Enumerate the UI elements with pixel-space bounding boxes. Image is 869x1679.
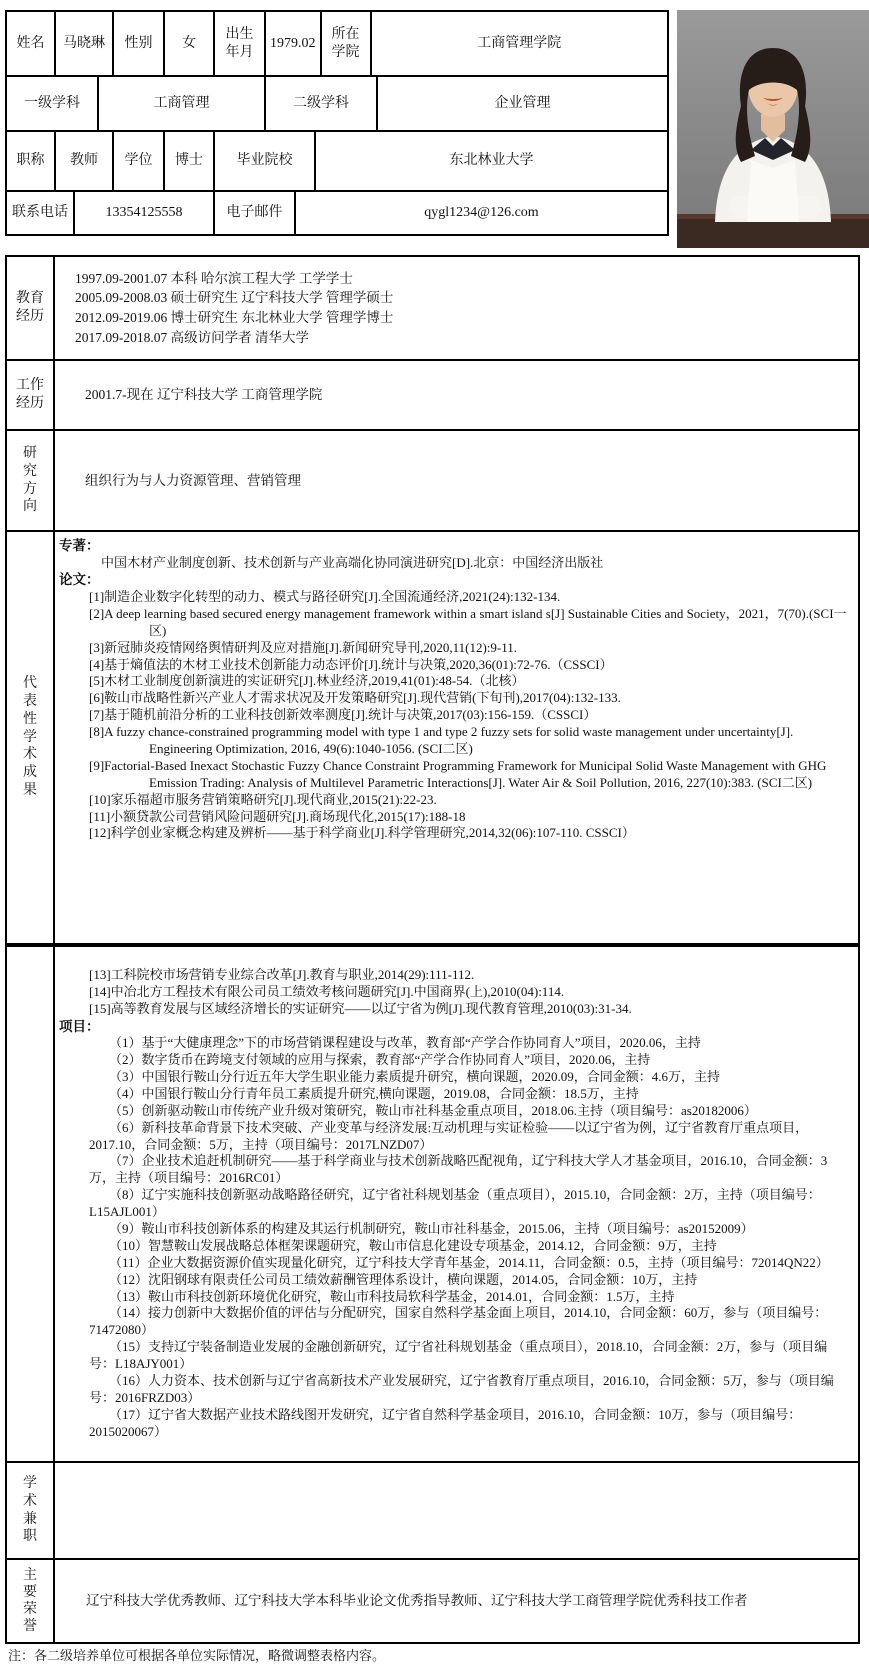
projects-list	[59, 1035, 852, 1440]
education-line: 1997.09-2001.07 本科 哈尔滨工程大学 工学学士	[75, 270, 353, 286]
discipline1-value: 工商管理	[97, 77, 264, 130]
honors-section	[7, 1558, 858, 1642]
achievements-continued-label-cell	[7, 947, 55, 1461]
paper-entry: [8]A fuzzy chance-constrained programming model with type 1 and type 2 fuzzy sets for solid waste management under uncertainty[J]. Engineering Optimization, 2016, 49(6):1040-1056. (SCI二区)	[89, 724, 794, 756]
project-entry: （8）辽宁实施科技创新驱动战略路径研究，辽宁省社科规划基金（重点项目），2015.10，合同金额：2万，主持（项目编号：L15AJL001）	[89, 1187, 821, 1220]
research-content	[55, 431, 858, 530]
school-value: 东北林业大学	[314, 132, 667, 190]
education-line: 2005.09-2008.03 硕士研究生 辽宁科技大学 管理学硕士	[75, 290, 394, 306]
info-row-1	[7, 12, 667, 75]
project-entry: （7）企业技术追赶机制研究——基于科学商业与技术创新战略匹配视角，辽宁科技大学人才基金项目，2016.10，合同金额：3万，主持（项目编号：2016RC01）	[89, 1153, 828, 1186]
projects-heading: 项目：	[59, 1018, 100, 1034]
birth-label: 出生年月	[213, 12, 264, 75]
work-line: 2001.7-现在 辽宁科技大学 工商管理学院	[85, 387, 323, 403]
paper-entry: [10]家乐福超市服务营销策略研究[J].现代商业,2015(21):22-23.	[89, 791, 437, 807]
info-row-4	[7, 190, 667, 234]
discipline2-label: 二级学科	[264, 77, 376, 130]
paper-entry: [11]小额贷款公司营销风险问题研究[J].商场现代化,2015(17):188-18	[89, 808, 466, 824]
paper-entry: [2]A deep learning based secured energy management framework within a smart island s[J] Sustainable Cities and Society，2021，7(70).(SCI一区)	[89, 605, 847, 638]
paper-entry: [13]工科院校市场营销专业综合改革[J].教育与职业,2014(29):111-112.	[89, 967, 475, 982]
paper-entry: [14]中冶北方工程技术有限公司员工绩效考核问题研究[J].中国商界(上),2010(04):114.	[89, 983, 565, 999]
paper-entry: [5]木材工业制度创新演进的实证研究[J].林业经济,2019,41(01):48-54.（北核）	[89, 673, 525, 689]
degree-value: 博士	[163, 132, 213, 190]
phone-label: 联系电话	[12, 205, 68, 221]
paper-entry: [1]制造企业数字化转型的动力、模式与路径研究[J].全国流通经济,2021(24):132-134.	[89, 588, 561, 604]
paper-entry: [12]科学创业家概念构建及辨析——基于科学商业[J].科学管理研究,2014,32(06):107-110. CSSCI）	[89, 825, 635, 841]
achievements-label-cell	[7, 532, 55, 943]
info-row-3	[7, 130, 667, 190]
research-line: 组织行为与人力资源管理、营销管理	[85, 472, 301, 488]
honors-label-cell	[7, 1560, 55, 1642]
title-value: 教师	[54, 132, 112, 190]
honors-label: 主要荣誉	[23, 1567, 37, 1635]
project-entry: （17）辽宁省大数据产业技术路线图开发研究，辽宁省自然科学基金项目，2016.10，合同金额：10万，参与（项目编号：2015020067）	[89, 1406, 802, 1439]
paper-entry: [4]基于熵值法的木材工业技术创新能力动态评价[J].统计与决策,2020,36(01):72-76.（CSSCI）	[89, 656, 613, 672]
project-entry: （4）中国银行鞍山分行青年员工素质提升研究,横向课题，2019.08，合同金额：18.5万，主持	[109, 1085, 639, 1101]
project-entry: （3）中国银行鞍山分行近五年大学生职业能力素质提升研究，横向课题，2020.09，合同金额：4.6万，主持	[109, 1069, 721, 1084]
work-content	[55, 361, 858, 429]
school-label: 毕业院校	[213, 132, 314, 190]
birth-value: 1979.02	[264, 12, 320, 75]
education-label-cell	[7, 257, 55, 359]
achievements-continued-section	[7, 943, 858, 1461]
project-entry: （1）基于“大健康理念”下的市场营销课程建设与改革，教育部“产学合作协同育人”项目，2020.06，主持	[109, 1035, 701, 1051]
papers-list-continued	[59, 967, 852, 1018]
project-entry: （9）鞍山市科技创新体系的构建及其运行机制研究，鞍山市社科基金，2015.06，主持（项目编号：as20152009）	[109, 1221, 754, 1237]
project-entry: （5）创新驱动鞍山市传统产业升级对策研究，鞍山市社科基金重点项目，2018.06.主持（项目编号：as20182006）	[109, 1102, 757, 1118]
phone-value: 13354125558	[73, 192, 213, 234]
paper-entry: [9]Factorial-Based Inexact Stochastic Fuzzy Chance Constraint Programming Framework for Municipal Solid Waste Management with GHG Emission Trading: Analysis of Multilevel Parametric Interactions[J]. Water Air & Soil Pollution, 2016, 227(10):383. (SCI二区)	[89, 757, 827, 790]
work-label: 工作经历	[16, 378, 44, 411]
paper-entry: [3]新冠肺炎疫情网络舆情研判及应对措施[J].新闻研究导刊,2020,11(12):9-11.	[89, 639, 518, 655]
monograph-entry: 中国木材产业制度创新、技术创新与产业高端化协同演进研究[D].北京：中国经济出版社	[101, 554, 604, 570]
paper-entry: [6]鞍山市战略性新兴产业人才需求状况及开发策略研究[J].现代营销(下旬刊),2017(04):132-133.	[89, 690, 621, 706]
papers-list	[59, 589, 852, 842]
project-entry: （15）支持辽宁装备制造业发展的金融创新研究，辽宁省社科规划基金（重点项目），2018.10，合同金额：2万，参与（项目编号：L18AJY001）	[89, 1339, 828, 1372]
education-line: 2012.09-2019.06 博士研究生 东北林业大学 管理学博士	[75, 310, 394, 325]
project-entry: （14）接力创新中大数据价值的评估与分配研究，国家自然科学基金面上项目，2014.10，合同金额：60万，参与（项目编号：71472080）	[89, 1305, 828, 1338]
degree-label: 学位	[112, 132, 163, 190]
project-entry: （11）企业大数据资源价值实现量化研究，辽宁科技大学青年基金，2014.11，合同金额：0.5，主持（项目编号：72014QN22）	[109, 1254, 829, 1270]
education-section	[7, 257, 858, 359]
gender-value: 女	[163, 12, 213, 75]
name-label: 姓名	[16, 35, 45, 51]
honors-content	[55, 1560, 858, 1642]
title-label: 职称	[16, 153, 45, 169]
monograph-heading: 专著：	[59, 538, 100, 553]
parttime-label-cell	[7, 1463, 55, 1558]
profile-photo	[677, 10, 869, 248]
gender-label: 性别	[112, 12, 163, 75]
research-label-cell	[7, 431, 55, 530]
achievements-continued-content	[55, 947, 858, 1461]
achievements-section	[7, 530, 858, 943]
name-value: 马晓琳	[54, 12, 112, 75]
research-section	[7, 429, 858, 530]
discipline1-label: 一级学科	[24, 95, 80, 111]
achievements-content	[55, 532, 858, 943]
achievements-label: 代表性学术成果	[23, 675, 37, 799]
email-label: 电子邮件	[213, 192, 294, 234]
paper-entry: [15]高等教育发展与区域经济增长的实证研究——以辽宁省为例[J].现代教育管理,2010(03):31-34.	[89, 1000, 632, 1016]
footer-note: 注：各二级培养单位可根据各单位实际情况，略微调整表格内容。	[8, 1648, 386, 1663]
work-label-cell	[7, 361, 55, 429]
project-entry: （12）沈阳钢球有限责任公司员工绩效薪酬管理体系设计，横向课题，2014.05，合同金额：10万，主持	[109, 1271, 698, 1287]
parttime-content	[55, 1463, 858, 1558]
paper-entry: [7]基于随机前沿分析的工业科技创新效率测度[J].统计与决策,2017(03):156-159.（CSSCI）	[89, 707, 597, 723]
project-entry: （10）智慧鞍山发展战略总体框架课题研究，鞍山市信息化建设专项基金，2014.12，合同金额：9万，主持	[109, 1237, 717, 1253]
education-line: 2017.09-2018.07 高级访问学者 清华大学	[75, 329, 309, 345]
project-entry: （6）新科技革命背景下技术突破、产业变革与经济发展:互动机理与实证检验——以辽宁省为例，辽宁省教育厅重点项目，2017.10，合同金额：5万，主持（项目编号：2017LNZD07）	[89, 1119, 809, 1152]
personal-info-table	[5, 10, 669, 236]
education-label: 教育经历	[16, 291, 44, 324]
research-label: 研究方向	[23, 445, 37, 515]
college-value: 工商管理学院	[370, 12, 668, 75]
honors-text: 辽宁科技大学优秀教师、辽宁科技大学本科毕业论文优秀指导教师、辽宁科技大学工商管理学院优秀科技工作者	[86, 1593, 748, 1609]
papers-heading: 论文：	[59, 572, 100, 588]
work-section	[7, 359, 858, 429]
discipline2-value: 企业管理	[376, 77, 667, 130]
parttime-section	[7, 1461, 858, 1558]
project-entry: （16）人力资本、技术创新与辽宁省高新技术产业发展研究，辽宁省教育厅重点项目，2016.10，合同金额：5万，参与（项目编号：2016FRZD03）	[89, 1373, 834, 1405]
detail-table	[5, 255, 860, 1644]
info-row-2	[7, 75, 667, 130]
parttime-label: 学术兼职	[23, 1475, 37, 1545]
college-label: 所在学院	[320, 12, 370, 75]
education-content	[55, 257, 858, 359]
project-entry: （13）鞍山市科技创新环境优化研究，鞍山市科技局软科学基金，2014.01，合同金额：1.5万，主持	[109, 1288, 675, 1304]
email-value: qygl1234@126.com	[294, 192, 667, 234]
project-entry: （2）数字货币在跨境支付领域的应用与探索，教育部“产学合作协同育人”项目，2020.06，主持	[109, 1052, 651, 1068]
